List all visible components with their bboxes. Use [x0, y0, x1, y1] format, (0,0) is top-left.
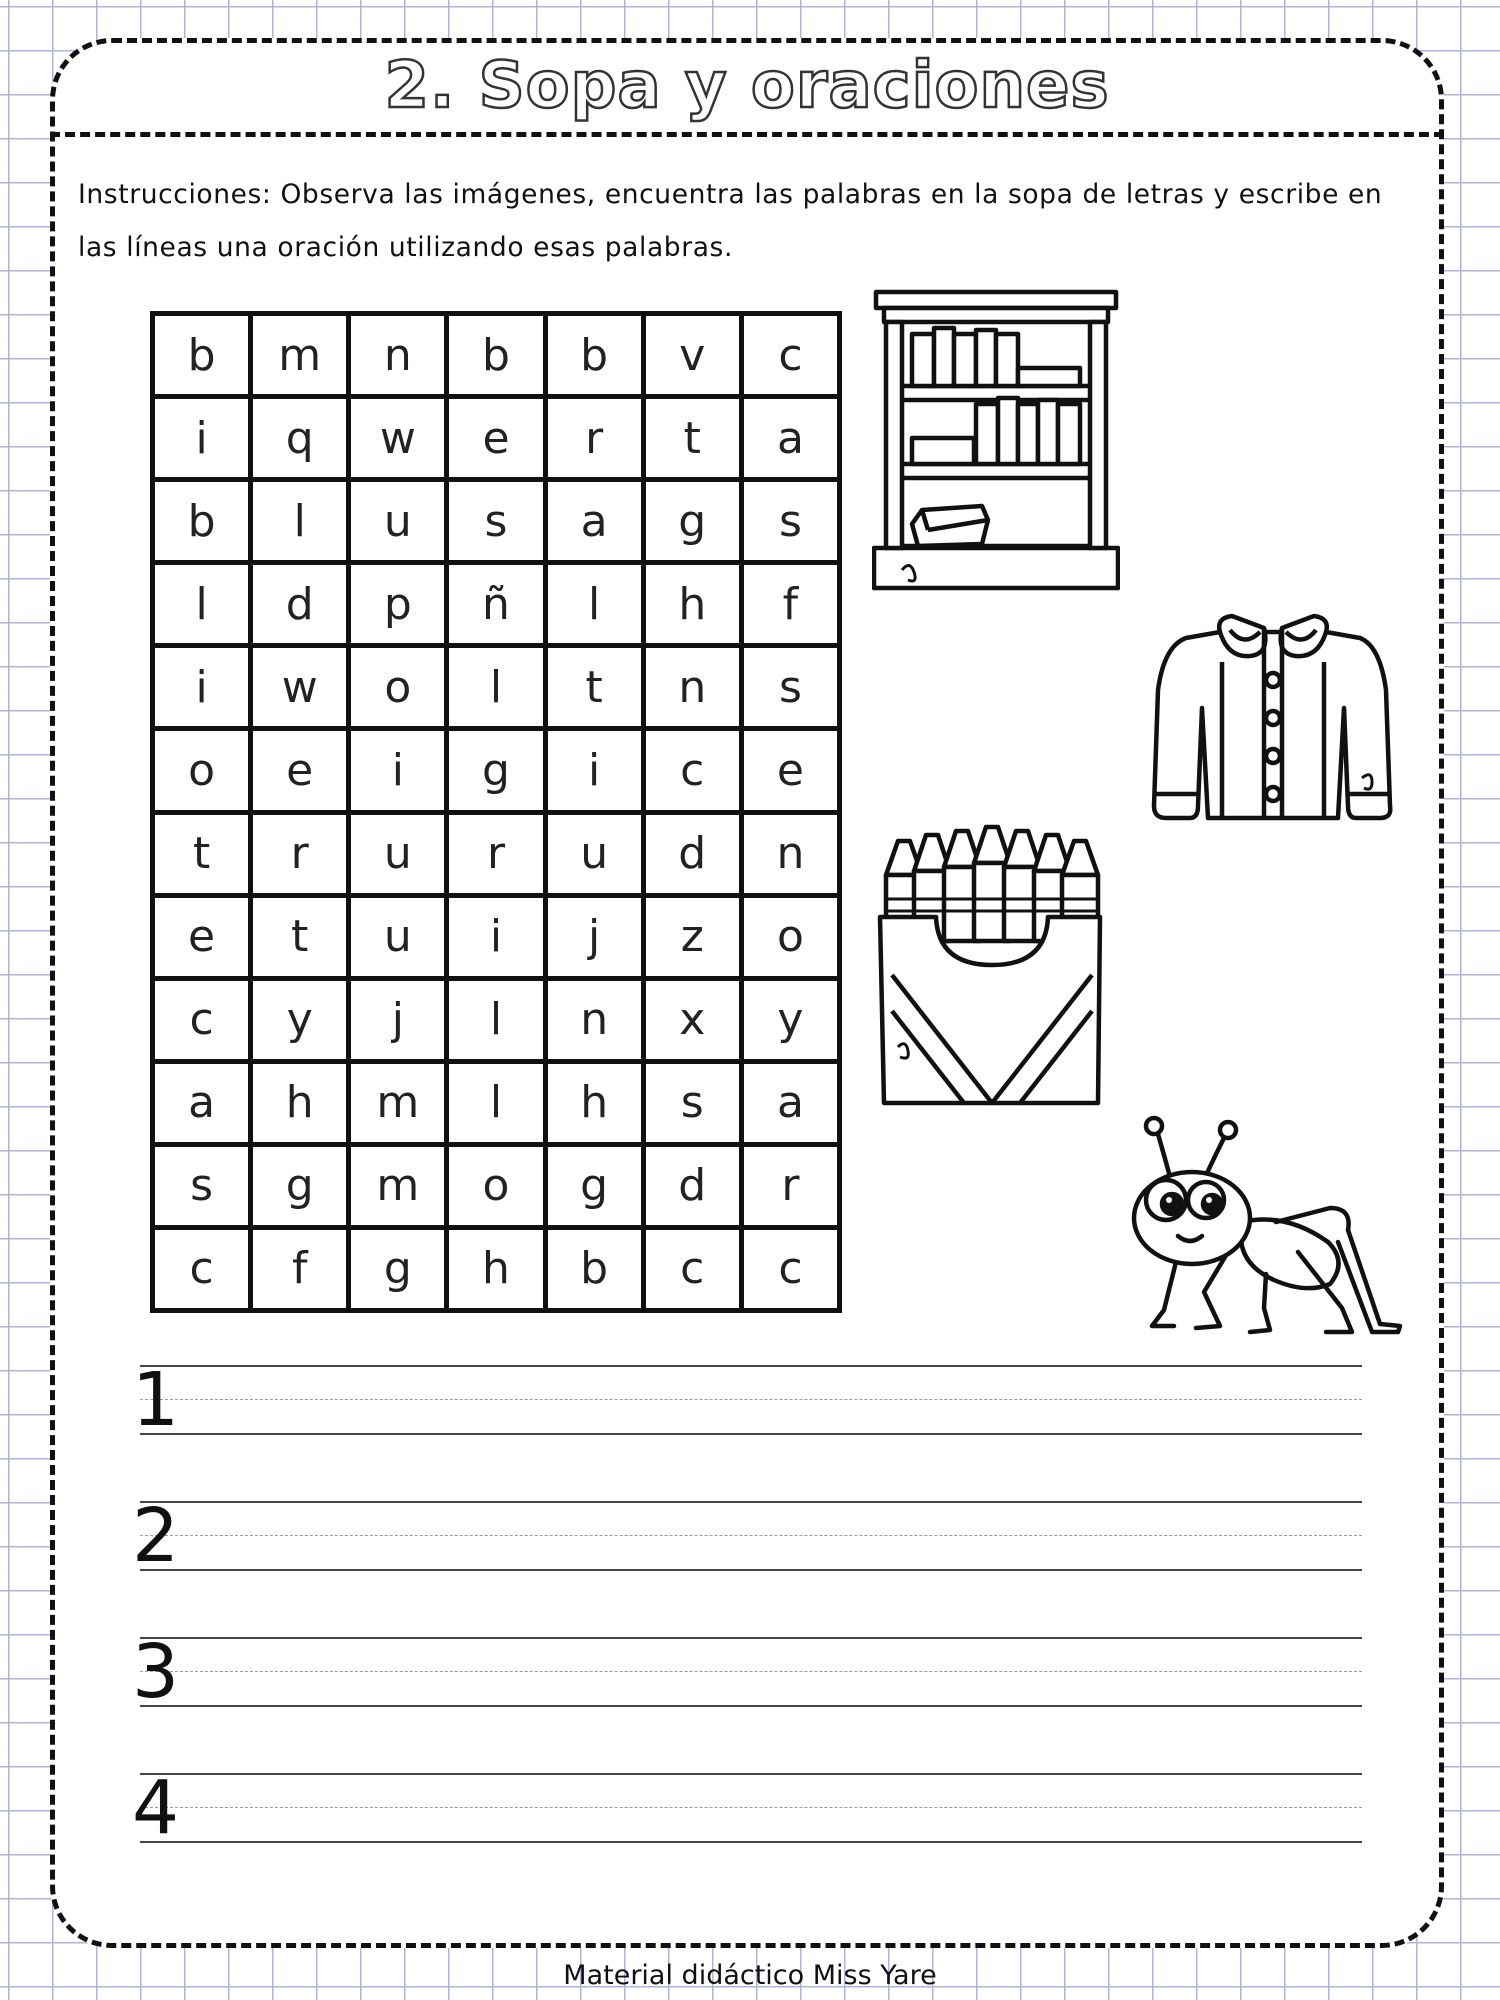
word-search-cell: n [744, 815, 837, 893]
word-search-cell: d [253, 565, 346, 643]
word-search-cell: g [548, 1147, 641, 1225]
ruled-line [140, 1535, 1362, 1536]
word-search-cell: i [449, 898, 542, 976]
word-search-cell: i [351, 731, 444, 809]
word-search-cell: s [449, 482, 542, 560]
word-search-cell: y [744, 981, 837, 1059]
word-search-cell: r [744, 1147, 837, 1225]
word-search-cell: t [155, 815, 248, 893]
word-search-cell: t [646, 399, 739, 477]
word-search-cell: f [253, 1230, 346, 1308]
word-search-cell: w [351, 399, 444, 477]
word-search-cell: e [253, 731, 346, 809]
word-search-cell: g [351, 1230, 444, 1308]
ruled-line [140, 1569, 1362, 1571]
word-search-cell: h [646, 565, 739, 643]
word-search-cell: z [646, 898, 739, 976]
line-number: 3 [132, 1629, 180, 1715]
line-number: 2 [132, 1493, 180, 1579]
word-search-cell: u [548, 815, 641, 893]
word-search-cell: m [351, 1147, 444, 1225]
word-search-cell: c [646, 1230, 739, 1308]
word-search-cell: c [155, 981, 248, 1059]
writing-line-1[interactable] [132, 1357, 1362, 1443]
word-search-cell: e [744, 731, 837, 809]
word-search-cell: n [646, 648, 739, 726]
word-search-cell: e [155, 898, 248, 976]
word-search-cell: g [253, 1147, 346, 1225]
line-number: 1 [132, 1357, 180, 1443]
word-search-grid [150, 311, 842, 1313]
word-search-cell: b [155, 482, 248, 560]
writing-line-4[interactable] [132, 1765, 1362, 1851]
writing-lines [132, 1357, 1362, 1909]
word-search-cell: w [253, 648, 346, 726]
ruled-line [140, 1399, 1362, 1400]
word-search-cell: f [744, 565, 837, 643]
word-search-cell: t [548, 648, 641, 726]
word-search-cell: i [155, 648, 248, 726]
word-search-cell: n [351, 316, 444, 394]
word-search-cell: h [548, 1064, 641, 1142]
word-search-cell: l [449, 1064, 542, 1142]
word-search-cell: o [351, 648, 444, 726]
word-search-cell: c [744, 316, 837, 394]
word-search-cell: y [253, 981, 346, 1059]
word-search-cell: i [548, 731, 641, 809]
word-search-cell: s [744, 648, 837, 726]
word-search-cell: p [351, 565, 444, 643]
ruled-line [140, 1365, 1362, 1367]
word-search-cell: c [744, 1230, 837, 1308]
ruled-line [140, 1433, 1362, 1435]
word-search-cell: a [548, 482, 641, 560]
ruled-line [140, 1807, 1362, 1808]
word-search-cell: o [155, 731, 248, 809]
word-search-cell: b [155, 316, 248, 394]
word-search-cell: d [646, 1147, 739, 1225]
word-search-cell: u [351, 815, 444, 893]
word-search-cell: l [449, 981, 542, 1059]
word-search-cell: a [744, 1064, 837, 1142]
word-search-cell: u [351, 482, 444, 560]
ruled-line [140, 1841, 1362, 1843]
word-search-cell: b [548, 1230, 641, 1308]
word-search-cell: a [744, 399, 837, 477]
word-search-cell: r [253, 815, 346, 893]
word-search-cell: c [155, 1230, 248, 1308]
word-search-cell: x [646, 981, 739, 1059]
instructions-text: Instrucciones: Observa las imágenes, encuentra las palabras en la sopa de letras y escribe en las líneas una oración utilizando esas palabras. [78, 179, 1383, 263]
word-search-cell: g [449, 731, 542, 809]
word-search-cell: i [155, 399, 248, 477]
word-search-cell: h [253, 1064, 346, 1142]
word-search-cell: l [155, 565, 248, 643]
title-divider [50, 132, 1444, 137]
word-search-cell: s [744, 482, 837, 560]
word-search-cell: l [548, 565, 641, 643]
word-search-cell: m [253, 316, 346, 394]
ruled-line [140, 1671, 1362, 1672]
word-search-cell: t [253, 898, 346, 976]
word-search-cell: c [646, 731, 739, 809]
word-search-cell: j [548, 898, 641, 976]
word-search-cell: d [646, 815, 739, 893]
word-search-cell: o [449, 1147, 542, 1225]
word-search-cell: q [253, 399, 346, 477]
ruled-line [140, 1637, 1362, 1639]
line-number: 4 [132, 1765, 180, 1851]
word-search-cell: o [744, 898, 837, 976]
word-search-cell: b [548, 316, 641, 394]
footer-credit: Material didáctico Miss Yare [563, 1960, 937, 1991]
word-search-cell: h [449, 1230, 542, 1308]
page-title: 2. Sopa y oraciones [384, 49, 1110, 123]
crayons-icon [876, 815, 1104, 1107]
blouse-icon [1150, 610, 1396, 828]
word-search-cell: u [351, 898, 444, 976]
word-search-cell: v [646, 316, 739, 394]
word-search-cell: n [548, 981, 641, 1059]
writing-line-2[interactable] [132, 1493, 1362, 1579]
word-search-cell: s [646, 1064, 739, 1142]
word-search-cell: ñ [449, 565, 542, 643]
word-search-cell: b [449, 316, 542, 394]
ruled-line [140, 1773, 1362, 1775]
word-search-cell: r [548, 399, 641, 477]
word-search-cell: l [449, 648, 542, 726]
word-search-cell: j [351, 981, 444, 1059]
word-search-cell: a [155, 1064, 248, 1142]
word-search-cell: m [351, 1064, 444, 1142]
word-search-cell: r [449, 815, 542, 893]
word-search-cell: l [253, 482, 346, 560]
word-search-cell: e [449, 399, 542, 477]
ruled-line [140, 1501, 1362, 1503]
word-search-cell: s [155, 1147, 248, 1225]
word-search-cell: g [646, 482, 739, 560]
writing-line-3[interactable] [132, 1629, 1362, 1715]
ruled-line [140, 1705, 1362, 1707]
bookshelf-icon [872, 288, 1120, 592]
grasshopper-icon [1116, 1112, 1408, 1348]
